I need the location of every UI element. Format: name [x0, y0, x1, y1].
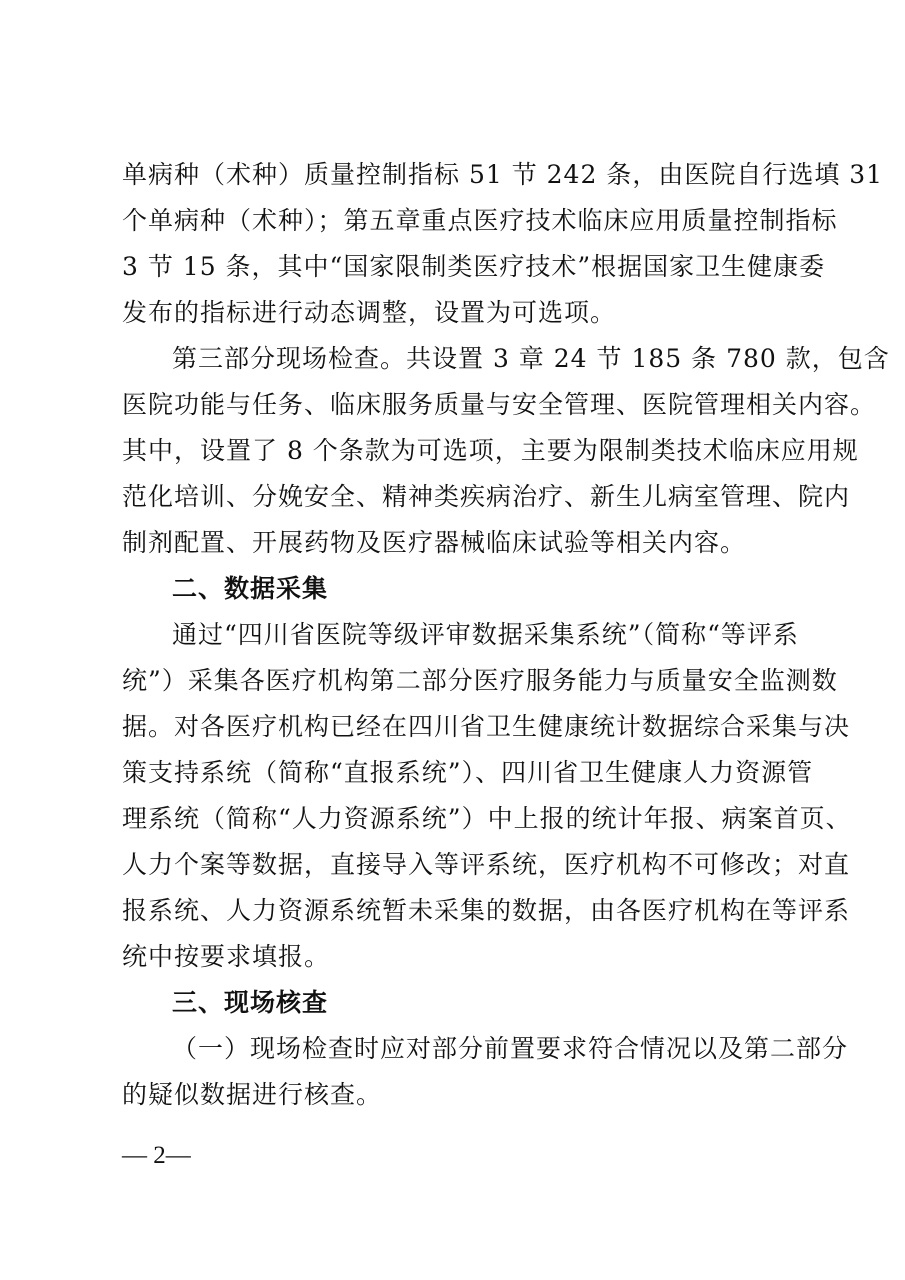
paragraph-2-line-5: 制剂配置、开展药物及医疗器械临床试验等相关内容。 — [122, 528, 747, 557]
paragraph-1-line-1: 单病种（术种）质量控制指标 51 节 242 条，由医院自行选填 31 — [122, 160, 884, 189]
paragraph-1-line-4: 发布的指标进行动态调整，设置为可选项。 — [122, 298, 617, 327]
paragraph-3-line-4: 策支持系统（简称“直报系统”）、四川省卫生健康人力资源管 — [122, 758, 814, 787]
paragraph-4 — [122, 1026, 849, 1118]
paragraph-2-line-1: 第三部分现场检查。共设置 3 章 24 节 185 条 780 款，包含 — [172, 344, 890, 373]
document-body — [122, 152, 890, 1118]
page-number: — 2— — [122, 1142, 191, 1169]
paragraph-2 — [122, 336, 890, 566]
section-heading-onsite-verification: 三、现场核查 — [172, 988, 329, 1017]
section-heading-data-collection: 二、数据采集 — [172, 574, 329, 603]
paragraph-3-line-2: 统”）采集各医疗机构第二部分医疗服务能力与质量安全监测数 — [122, 666, 838, 695]
paragraph-3-line-5: 理系统（简称“人力资源系统”）中上报的统计年报、病案首页、 — [122, 804, 852, 833]
paragraph-3-line-3: 据。对各医疗机构已经在四川省卫生健康统计数据综合采集与决 — [122, 712, 851, 741]
paragraph-4-line-1: （一）现场检查时应对部分前置要求符合情况以及第二部分 — [172, 1034, 849, 1063]
paragraph-3-line-6: 人力个案等数据，直接导入等评系统，医疗机构不可修改；对直 — [122, 850, 851, 879]
paragraph-1 — [122, 152, 884, 336]
paragraph-3-line-1: 通过“四川省医院等级评审数据采集系统”（简称“等评系 — [172, 620, 799, 649]
paragraph-3-line-7: 报系统、人力资源系统暂未采集的数据，由各医疗机构在等评系 — [122, 896, 851, 925]
paragraph-3 — [122, 612, 852, 980]
paragraph-2-line-3: 其中，设置了 8 个条款为可选项，主要为限制类技术临床应用规 — [122, 436, 859, 465]
paragraph-3-line-8: 统中按要求填报。 — [122, 942, 331, 971]
paragraph-2-line-2: 医院功能与任务、临床服务质量与安全管理、医院管理相关内容。 — [122, 390, 877, 419]
paragraph-4-line-2: 的疑似数据进行核查。 — [122, 1080, 383, 1109]
paragraph-1-line-2: 个单病种（术种）；第五章重点医疗技术临床应用质量控制指标 — [122, 206, 838, 235]
paragraph-2-line-4: 范化培训、分娩安全、精神类疾病治疗、新生儿病室管理、院内 — [122, 482, 851, 511]
paragraph-1-line-3: 3 节 15 条，其中“国家限制类医疗技术”根据国家卫生健康委 — [122, 252, 826, 281]
